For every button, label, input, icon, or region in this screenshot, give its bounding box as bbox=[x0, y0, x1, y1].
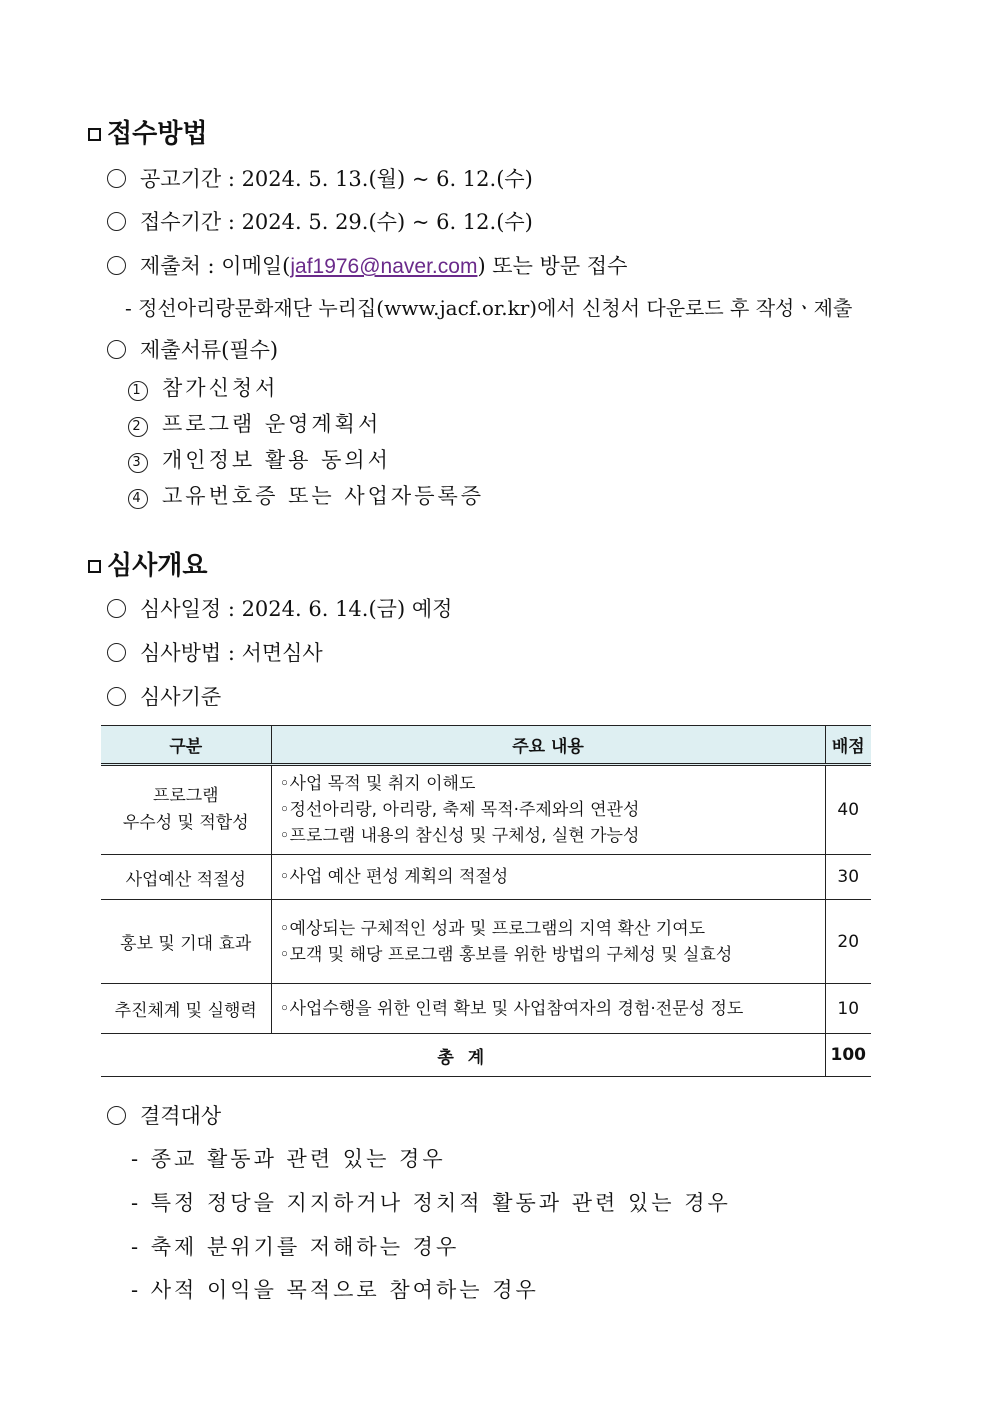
header-score: 배점 bbox=[825, 726, 871, 765]
email-link[interactable]: jaf1976@naver.com bbox=[290, 255, 478, 278]
section-title-submission bbox=[88, 113, 207, 150]
number-circle-icon: 1 bbox=[128, 381, 148, 401]
content-line: ◦사업 예산 편성 계획의 적절성 bbox=[279, 867, 509, 887]
row-category: 사업예산 적절성 bbox=[101, 855, 271, 900]
circle-bullet-icon bbox=[107, 599, 126, 618]
header-content: 주요 내용 bbox=[271, 726, 825, 765]
row-content bbox=[271, 855, 825, 900]
submission-prefix: 제출처 : 이메일( bbox=[140, 254, 291, 278]
section-title-text: 접수방법 bbox=[107, 119, 208, 149]
disqualify-item: - 축제 분위기를 저해하는 경우 bbox=[131, 1235, 460, 1259]
section-title-review bbox=[88, 545, 207, 582]
row-category bbox=[101, 765, 271, 855]
circle-bullet-icon bbox=[107, 643, 126, 662]
circle-bullet-icon bbox=[107, 256, 126, 275]
review-method bbox=[107, 637, 323, 667]
row-score: 30 bbox=[825, 855, 871, 900]
content-line: ◦프로그램 내용의 참신성 및 구체성, 실현 가능성 bbox=[279, 826, 640, 846]
square-bullet-icon bbox=[88, 560, 101, 573]
number-circle-icon: 3 bbox=[128, 453, 148, 473]
number-circle-icon: 4 bbox=[128, 489, 148, 509]
category-line: 우수성 및 적합성 bbox=[122, 813, 249, 833]
table-row bbox=[101, 900, 871, 984]
table-header-row bbox=[101, 726, 871, 765]
table-row bbox=[101, 855, 871, 900]
table-row bbox=[101, 984, 871, 1034]
reception-period bbox=[107, 206, 533, 236]
table-total-row bbox=[101, 1034, 871, 1077]
total-label: 총 계 bbox=[101, 1034, 825, 1077]
row-content bbox=[271, 900, 825, 984]
review-schedule-text: 심사일정 : 2024. 6. 14.(금) 예정 bbox=[140, 597, 453, 621]
disqualify-item: - 사적 이익을 목적으로 참여하는 경우 bbox=[131, 1278, 539, 1302]
row-score: 10 bbox=[825, 984, 871, 1034]
section-title-text: 심사개요 bbox=[107, 551, 208, 581]
disqualification bbox=[107, 1100, 221, 1130]
header-category: 구분 bbox=[101, 726, 271, 765]
category-line: 프로그램 bbox=[152, 786, 219, 806]
submission-note: - 정선아리랑문화재단 누리집(www.jacf.or.kr)에서 신청서 다운로드 후 작성ㆍ제출 bbox=[125, 296, 853, 320]
doc-item bbox=[128, 408, 381, 438]
doc-item bbox=[128, 444, 391, 474]
table-row bbox=[101, 765, 871, 855]
content-line: ◦정선아리랑, 아리랑, 축제 목적·주제와의 연관성 bbox=[279, 800, 640, 820]
required-docs-label: 제출서류(필수) bbox=[140, 338, 279, 362]
row-score: 20 bbox=[825, 900, 871, 984]
doc-item-label: 고유번호증 또는 사업자등록증 bbox=[162, 484, 485, 508]
content-line: ◦사업 목적 및 취지 이해도 bbox=[279, 774, 476, 794]
circle-bullet-icon bbox=[107, 340, 126, 359]
row-category: 추진체계 및 실행력 bbox=[101, 984, 271, 1034]
review-schedule bbox=[107, 593, 452, 623]
number-circle-icon: 2 bbox=[128, 417, 148, 437]
circle-bullet-icon bbox=[107, 1106, 126, 1125]
circle-bullet-icon bbox=[107, 687, 126, 706]
required-docs bbox=[107, 334, 278, 364]
circle-bullet-icon bbox=[107, 212, 126, 231]
square-bullet-icon bbox=[88, 128, 101, 141]
content-line: ◦예상되는 구체적인 성과 및 프로그램의 지역 확산 기여도 bbox=[279, 918, 706, 939]
doc-item bbox=[128, 372, 278, 402]
circle-bullet-icon bbox=[107, 169, 126, 188]
doc-item-label: 참가신청서 bbox=[162, 376, 279, 400]
reception-period-text: 접수기간 : 2024. 5. 29.(수) ~ 6. 12.(수) bbox=[140, 210, 533, 234]
row-content bbox=[271, 984, 825, 1034]
row-content bbox=[271, 765, 825, 855]
submission-place bbox=[107, 250, 627, 280]
disqualify-item: - 특정 정당을 지지하거나 정치적 활동과 관련 있는 경우 bbox=[131, 1191, 731, 1215]
doc-item-label: 개인정보 활용 동의서 bbox=[162, 448, 391, 472]
review-criteria-label: 심사기준 bbox=[140, 685, 222, 709]
notice-period bbox=[107, 163, 533, 193]
notice-period-text: 공고기간 : 2024. 5. 13.(월) ~ 6. 12.(수) bbox=[140, 167, 533, 191]
criteria-table bbox=[101, 725, 871, 1077]
submission-suffix: ) 또는 방문 접수 bbox=[477, 254, 628, 278]
doc-item-label: 프로그램 운영계획서 bbox=[162, 412, 382, 436]
review-method-text: 심사방법 : 서면심사 bbox=[140, 641, 323, 665]
total-score: 100 bbox=[825, 1034, 871, 1077]
disqualify-item: - 종교 활동과 관련 있는 경우 bbox=[131, 1147, 446, 1171]
disqualification-label: 결격대상 bbox=[140, 1104, 222, 1128]
row-score: 40 bbox=[825, 765, 871, 855]
review-criteria bbox=[107, 681, 221, 711]
row-category: 홍보 및 기대 효과 bbox=[101, 900, 271, 984]
content-line: ◦모객 및 해당 프로그램 홍보를 위한 방법의 구체성 및 실효성 bbox=[279, 944, 733, 965]
doc-item bbox=[128, 480, 484, 510]
content-line: ◦사업수행을 위한 인력 확보 및 사업참여자의 경험·전문성 정도 bbox=[279, 998, 744, 1019]
